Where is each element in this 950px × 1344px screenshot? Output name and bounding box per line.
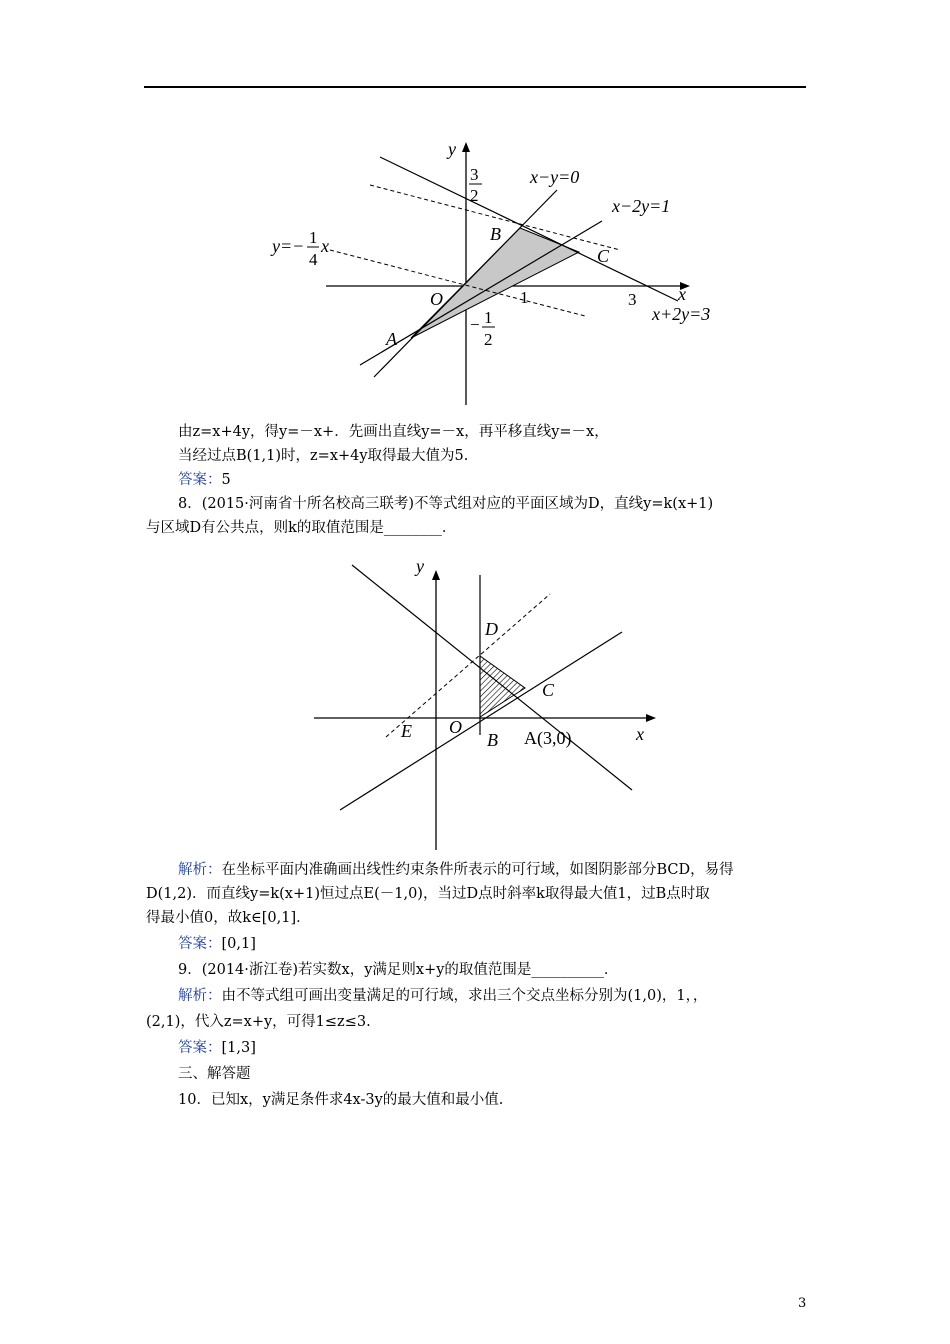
analysis-8-text: 在坐标平面内准确画出线性约束条件所表示的可行域，如图阴影部分BCD，易得 bbox=[221, 862, 734, 878]
fig1-y-arrow bbox=[462, 142, 470, 152]
fig1-neg-half-den: 2 bbox=[484, 330, 493, 349]
fig1-label-y: y bbox=[448, 139, 456, 159]
fig2-line-decreasing bbox=[352, 565, 632, 790]
fig1-feasible-region bbox=[411, 228, 579, 338]
analysis-9-tag: 解析： bbox=[178, 988, 222, 1004]
analysis-8-line-3: 得最小值0，故k∈[0,1]． bbox=[146, 910, 311, 926]
analysis-9-line-2: (2,1)，代入z=x+y，可得1≤z≤3. bbox=[146, 1014, 371, 1030]
fig1-tick-1: 1 bbox=[520, 288, 529, 307]
fig2-x-arrow bbox=[646, 714, 656, 722]
answer-8-value: [0,1] bbox=[221, 936, 256, 952]
fig1-label-line2: x−2y=1 bbox=[612, 196, 671, 216]
answer-8-tag: 答案： bbox=[178, 936, 222, 952]
figure-1 bbox=[0, 0, 950, 420]
fig2-point-C: C bbox=[542, 680, 555, 700]
fig2-y-arrow bbox=[432, 570, 440, 580]
fig1-label-line3: x+2y=3 bbox=[652, 304, 711, 324]
text-line-2: 当经过点B(1,1)时，z=x+4y取得最大值为5. bbox=[178, 448, 469, 464]
analysis-8-line-2: D(1,2)．而直线y=k(x+1)恒过点E(－1,0)，当过D点时斜率k取得最大值1，过B点时取 bbox=[146, 886, 710, 902]
fig2-point-B: B bbox=[487, 730, 498, 750]
question-8-line-1: 8．(2015·河南省十所名校高三联考)不等式组对应的平面区域为D，直线y=k(x+1) bbox=[178, 496, 714, 512]
fig2-label-x: x bbox=[636, 724, 644, 744]
fig2-dash-line bbox=[386, 594, 550, 737]
answer-9-tag: 答案： bbox=[178, 1040, 222, 1056]
answer-value: 5 bbox=[221, 472, 231, 488]
answer-line-1 bbox=[178, 470, 231, 490]
fig1-point-B: B bbox=[490, 224, 501, 244]
fig2-label-y: y bbox=[416, 556, 424, 576]
fig1-label-y-num: 3 bbox=[470, 165, 479, 184]
fig1-label-y-den: 2 bbox=[470, 186, 479, 205]
fig1-label-x: x bbox=[678, 284, 686, 304]
question-8-line-2: 与区域D有公共点，则k的取值范围是________． bbox=[146, 520, 457, 536]
question-9: 9．(2014·浙江卷)若实数x，y满足则x+y的取值范围是__________． bbox=[178, 962, 619, 978]
text-line-1: 由z=x+4y，得y=－x+．先画出直线y=－x，再平移直线y=－x， bbox=[178, 424, 609, 440]
fig1-label-dash-x: x bbox=[321, 236, 329, 256]
fig1-line-x-plus-2y bbox=[380, 157, 678, 301]
question-10: 10．已知x，y满足条件求4x-3y的最大值和最小值. bbox=[178, 1092, 504, 1108]
analysis-8-line-1 bbox=[178, 860, 734, 880]
fig1-neg-half-sign: − bbox=[470, 315, 480, 334]
analysis-tag: 解析： bbox=[178, 862, 222, 878]
fig1-tick-3: 3 bbox=[628, 290, 637, 309]
fig1-point-C: C bbox=[597, 246, 610, 266]
fig2-point-E: E bbox=[401, 721, 412, 741]
answer-tag: 答案： bbox=[178, 472, 222, 488]
fig2-point-A: A(3,0) bbox=[524, 728, 572, 748]
fig1-label-dash-left: y=− bbox=[272, 236, 305, 256]
section-heading: 三、解答题 bbox=[178, 1066, 251, 1082]
fig2-origin: O bbox=[449, 717, 462, 737]
analysis-9-text: 由不等式组可画出变量满足的可行域，求出三个交点坐标分别为(1,0)，1，， bbox=[221, 988, 708, 1004]
figure-2 bbox=[0, 540, 950, 860]
page-number: 3 bbox=[798, 1296, 807, 1311]
fig1-label-dash-den: 4 bbox=[309, 250, 318, 269]
fig1-label-dash-num: 1 bbox=[309, 228, 318, 247]
fig1-origin: O bbox=[430, 289, 443, 309]
answer-9 bbox=[178, 1038, 256, 1058]
fig1-point-A: A bbox=[386, 329, 397, 349]
fig2-point-D: D bbox=[485, 619, 498, 639]
analysis-9-line-1 bbox=[178, 986, 707, 1006]
answer-9-value: [1,3] bbox=[221, 1040, 256, 1056]
answer-8 bbox=[178, 934, 256, 954]
fig1-neg-half-num: 1 bbox=[484, 308, 493, 327]
fig1-label-line1: x−y=0 bbox=[530, 167, 580, 187]
